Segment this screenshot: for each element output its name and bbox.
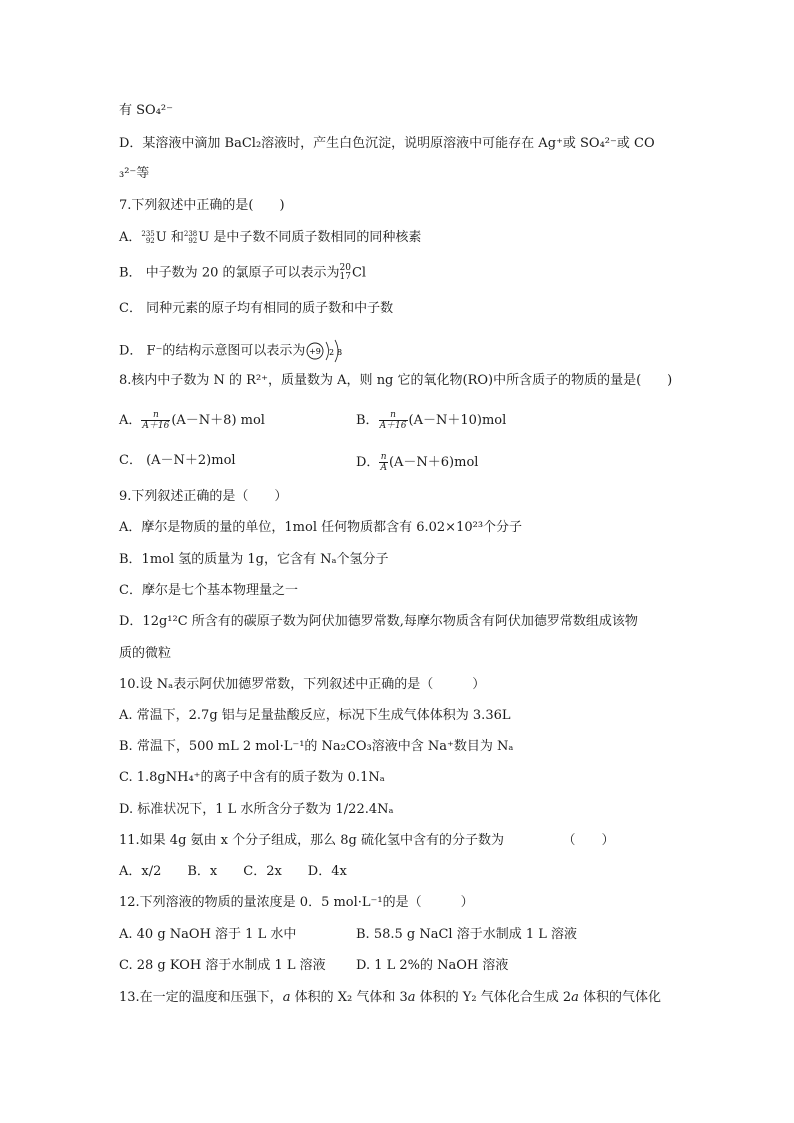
question-9: 9.下列叙述正确的是（ ） [119, 489, 288, 504]
q7-option-a: A． 235 92 U 和 238 92 U 是中子数不同质子数相同的同种核素 [119, 229, 422, 245]
question-7: 7.下列叙述中正确的是( ) [119, 198, 285, 213]
q9-option-b: B．1mol 氢的质量为 1g，它含有 Nₐ个氢分子 [119, 552, 389, 567]
fraction: $\frac{n}{A}$ [380, 452, 387, 473]
q12-option-d: D. 1 L 2%的 NaOH 溶液 [356, 958, 509, 973]
atom-structure-diagram [306, 338, 346, 364]
isotope-label: 235 92 [141, 229, 155, 245]
isotope-label: 20 17 [339, 263, 351, 282]
shell-electrons-1: 2 [329, 348, 335, 357]
q8-option-d: D． $\frac{n}{A}$ (A－N＋6)mol [356, 452, 479, 473]
isotope-label: 238 92 [183, 229, 198, 245]
q10-option-a: A. 常温下，2.7g 铝与足量盐酸反应，标况下生成气体体积为 3.36L [119, 708, 511, 723]
q12-option-a: A. 40 g NaOH 溶于 1 L 水中 [119, 927, 297, 942]
question-8: 8.核内中子数为 N 的 R²⁺，质量数为 A，则 ng 它的氧化物(RO)中所含质子的物质的量是( ) [119, 373, 673, 388]
question-11: 11.如果 4g 氨由 x 个分子组成，那么 8g 硫化氢中含有的分子数为 （ ） [119, 833, 615, 848]
q10-option-d: D. 标准状况下，1 L 水所含分子数为 1/22.4Nₐ [119, 802, 394, 817]
question-13: 13.在一定的温度和压强下，a 体积的 X₂ 气体和 3a 体积的 Y₂ 气体化合生成 2a 体积的气体化 [119, 990, 662, 1005]
q10-option-c: C. 1.8gNH₄⁺的离子中含有的质子数为 0.1Nₐ [119, 770, 385, 785]
question-12: 12.下列溶液的物质的量浓度是 0．5 mol·L⁻¹的是（ ） [119, 895, 474, 910]
q9-option-c: C．摩尔是七个基本物理量之一 [119, 583, 298, 598]
option-d: D．某溶液中滴加 BaCl₂溶液时，产生白色沉淀，说明原溶液中可能存在 Ag⁺或 SO₄²⁻或 CO [119, 136, 655, 151]
q7-option-c: C． 同种元素的原子均有相同的质子数和中子数 [119, 301, 394, 316]
fraction: $\frac{n}{A+16}$ [142, 410, 170, 431]
q9-option-a: A．摩尔是物质的量的单位，1mol 任何物质都含有 6.02×10²³个分子 [119, 520, 523, 535]
q11-options: A．x/2 B．x C．2x D．4x [119, 864, 347, 879]
text-line: ₃²⁻等 [119, 166, 150, 181]
fraction: $\frac{n}{A+16}$ [379, 410, 407, 431]
nucleus-label: +9 [309, 347, 322, 356]
text-line: 有 SO₄²⁻ [119, 103, 173, 118]
q7-option-b: B． 中子数为 20 的氯原子可以表示为 20 17 Cl [119, 263, 367, 282]
shell-electrons-2: 8 [337, 348, 343, 357]
q8-option-b: B． $\frac{n}{A+16}$ (A－N＋10)mol [356, 410, 507, 431]
text-line: 质的微粒 [119, 646, 172, 661]
q12-option-b: B. 58.5 g NaCl 溶于水制成 1 L 溶液 [356, 927, 578, 942]
question-10: 10.设 Nₐ表示阿伏加德罗常数，下列叙述中正确的是（ ） [119, 677, 486, 692]
q10-option-b: B. 常温下，500 mL 2 mol·L⁻¹的 Na₂CO₃溶液中含 Na⁺数目为 Nₐ [119, 739, 514, 754]
q9-option-d: D．12g¹²C 所含有的碳原子数为阿伏加德罗常数,每摩尔物质含有阿伏加德罗常数组成该物 [119, 614, 638, 629]
q12-option-c: C. 28 g KOH 溶于水制成 1 L 溶液 [119, 958, 326, 973]
q8-option-c: C． (A－N＋2)mol [119, 453, 236, 468]
q8-option-a: A． $\frac{n}{A+16}$ (A－N＋8) mol [119, 410, 265, 431]
q7-option-d: D． F⁻的结构示意图可以表示为 +9 2 8 [119, 338, 346, 364]
